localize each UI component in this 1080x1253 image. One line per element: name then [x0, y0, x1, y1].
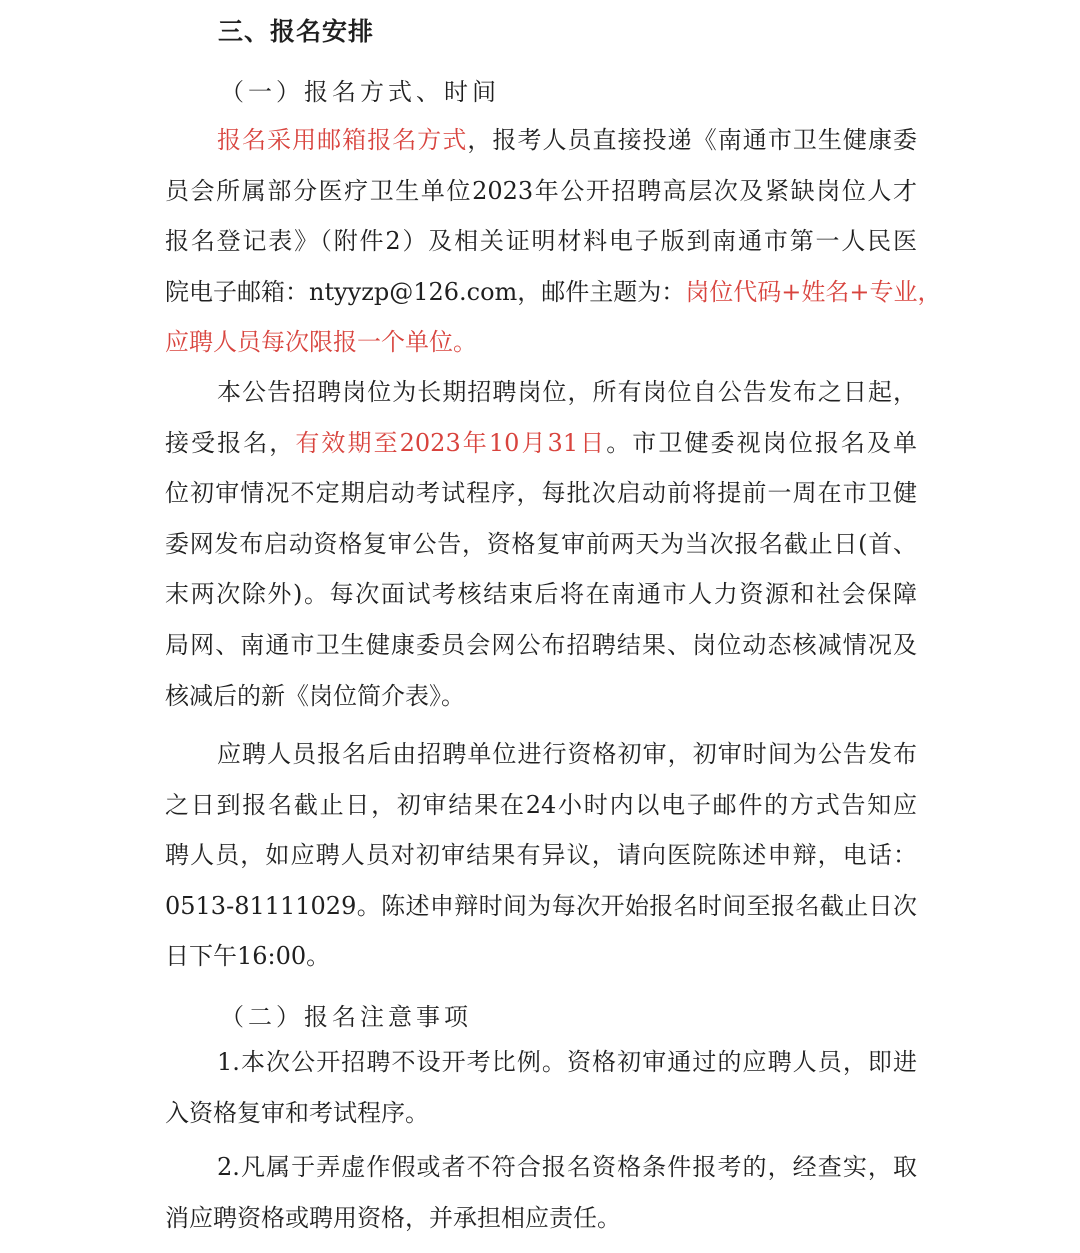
- text-line: [165, 267, 942, 318]
- text-line: 报名采用邮箱报名方式，报考人员直接投递《南通市卫生健康委: [217, 126, 918, 154]
- text-line: 应聘人员报名后由招聘单位进行资格初审，初审时间为公告发布: [217, 740, 917, 768]
- text-line: 聘人员，如应聘人员对初审结果有异议，请向医院陈述申辩，电话：: [165, 841, 917, 870]
- text-line: 日下午16:00。: [165, 942, 331, 971]
- paragraph-note-2: [165, 1142, 917, 1243]
- subsection-title-1: （一）报名方式、时间: [220, 78, 500, 106]
- text-line: 之日到报名截止日，初审结果在24小时内以电子邮件的方式告知应: [165, 790, 917, 819]
- text-line: 位初审情况不定期启动考试程序，每批次启动前将提前一周在市卫健: [165, 479, 917, 508]
- text-line: 2.凡属于弄虚作假或者不符合报名资格条件报考的，经查实，取: [217, 1153, 917, 1181]
- text-line: 1.本次公开招聘不设开考比例。资格初审通过的应聘人员，即进: [217, 1048, 917, 1076]
- highlight-text: 应聘人员每次限报一个单位。: [165, 328, 477, 357]
- paragraph-validity: [165, 367, 917, 721]
- paragraph-registration-method: [165, 115, 942, 368]
- text-line: 本公告招聘岗位为长期招聘岗位，所有岗位自公告发布之日起，: [217, 378, 917, 406]
- text-line: 员会所属部分医疗卫生单位2023年公开招聘高层次及紧缺岗位人才: [165, 176, 917, 205]
- email-text: 院电子邮箱：ntyyzp@126.com，邮件主题为：: [165, 277, 686, 306]
- text-line: 入资格复审和考试程序。: [165, 1098, 429, 1127]
- paragraph-note-1: [165, 1037, 917, 1138]
- highlight-text: 岗位代码+姓名+专业，: [685, 277, 942, 306]
- highlight-text: 有效期至2023年10月31日: [295, 428, 607, 457]
- text-line: 委网发布启动资格复审公告，资格复审前两天为当次报名截止日(首、: [165, 529, 917, 558]
- text-line: 消应聘资格或聘用资格，并承担相应责任。: [165, 1203, 621, 1232]
- subsection-title-2: （二）报名注意事项: [220, 1003, 472, 1031]
- text-line: 报名登记表》（附件2）及相关证明材料电子版到南通市第一人民医: [165, 227, 917, 256]
- section-title: 三、报名安排: [218, 17, 375, 46]
- paragraph-initial-review: [165, 729, 917, 982]
- text-line: 核减后的新《岗位简介表》。: [165, 681, 465, 710]
- text-line: 接受报名，有效期至2023年10月31日。市卫健委视岗位报名及单: [165, 428, 918, 457]
- text-line: 末两次除外)。每次面试考核结束后将在南通市人力资源和社会保障: [165, 580, 917, 609]
- text-line: 局网、南通市卫生健康委员会网公布招聘结果、岗位动态核减情况及: [165, 630, 917, 659]
- highlight-text: 报名采用邮箱报名方式: [217, 126, 468, 154]
- text-line: 0513-81111029。陈述申辩时间为每次开始报名时间至报名截止日次: [165, 891, 917, 920]
